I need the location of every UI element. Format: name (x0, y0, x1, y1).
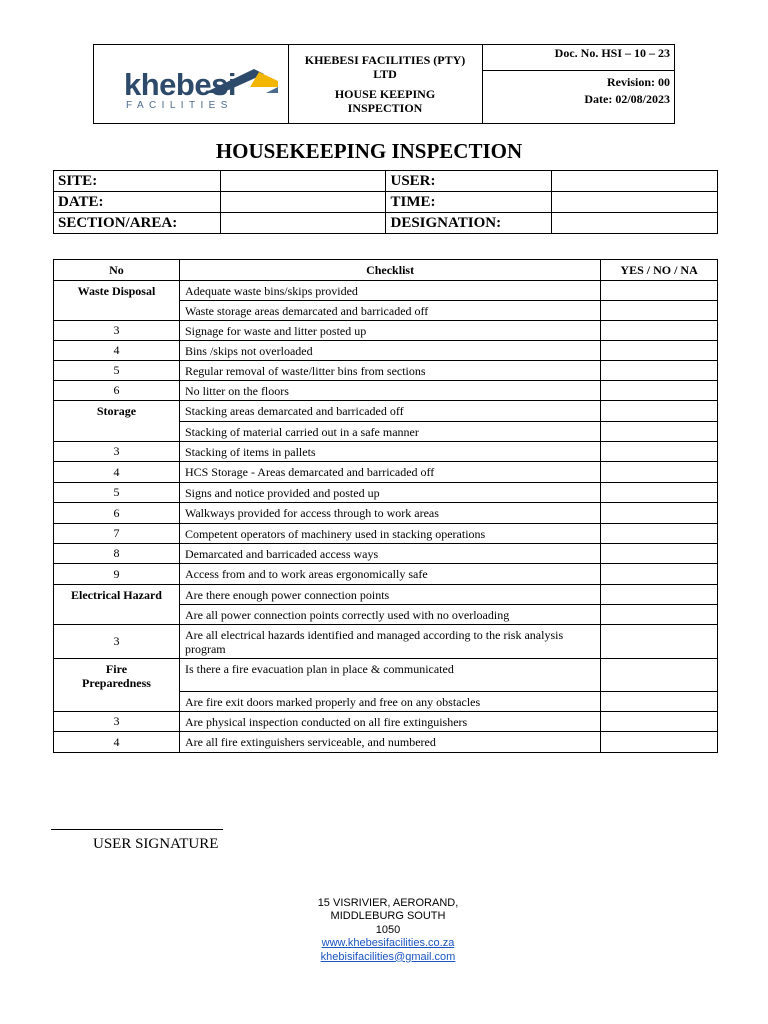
section-label: SECTION/AREA: (54, 213, 221, 234)
answer-cell[interactable] (601, 659, 718, 692)
answer-cell[interactable] (601, 605, 718, 625)
item-number: 4 (54, 732, 180, 753)
answer-cell[interactable] (601, 281, 718, 301)
company-name-line2: LTD (373, 67, 397, 81)
checklist-item: Are all electrical hazards identified and managed according to the risk analysis program (179, 625, 600, 659)
logo-cell (94, 45, 289, 123)
address-line2: MIDDLEBURG SOUTH (330, 910, 446, 923)
checklist-item: Signage for waste and litter posted up (179, 321, 600, 341)
page-title: HOUSEKEEPING INSPECTION (215, 139, 523, 163)
answer-cell[interactable] (601, 422, 718, 442)
email-link[interactable]: khebisifacilities@gmail.com (320, 950, 456, 963)
item-number: 6 (54, 503, 180, 524)
doc-title-line1: HOUSE KEEPING (334, 87, 436, 101)
section-fire-preparedness: Fire Preparedness (54, 659, 180, 712)
doc-number: Doc. No. HSI – 10 – 23 (554, 46, 670, 60)
item-number: 5 (54, 361, 180, 381)
checklist-table (53, 259, 718, 753)
checklist-item: Regular removal of waste/litter bins from sections (179, 361, 600, 381)
signature-line[interactable] (51, 829, 223, 830)
footer (0, 897, 768, 964)
item-number: 3 (54, 321, 180, 341)
checklist-item: HCS Storage - Areas demarcated and barricaded off (179, 462, 600, 483)
logo-wordmark: khebesi (124, 67, 236, 102)
website-link[interactable]: www.khebesifacilities.co.za (321, 937, 455, 950)
checklist-item: No litter on the floors (179, 381, 600, 401)
address-line1: 15 VISRIVIER, AERORAND, (317, 897, 459, 909)
document-header (93, 44, 675, 124)
col-header-no: No (54, 260, 180, 281)
answer-cell[interactable] (601, 401, 718, 422)
checklist-item: Waste storage areas demarcated and barricaded off (179, 301, 600, 321)
section-waste-disposal: Waste Disposal (54, 281, 180, 321)
item-number: 7 (54, 524, 180, 544)
company-name: KHEBESI FACILITIES (PTY) (304, 53, 466, 67)
logo-subtitle: FACILITIES (126, 100, 233, 111)
checklist-item: Are physical inspection conducted on all fire extinguishers (179, 712, 600, 732)
item-number: 4 (54, 462, 180, 483)
doc-title-line2: INSPECTION (347, 101, 423, 115)
time-label: TIME: (386, 192, 552, 213)
item-number: 5 (54, 483, 180, 503)
answer-cell[interactable] (601, 625, 718, 659)
user-label: USER: (386, 171, 552, 192)
checklist-item: Walkways provided for access through to work areas (179, 503, 600, 524)
designation-label: DESIGNATION: (386, 213, 552, 234)
company-cell (288, 45, 483, 123)
answer-cell[interactable] (601, 712, 718, 732)
answer-cell[interactable] (601, 321, 718, 341)
checklist-item: Access from and to work areas ergonomically safe (179, 564, 600, 585)
answer-cell[interactable] (601, 692, 718, 712)
checklist-item: Are there enough power connection points (179, 585, 600, 605)
item-number: 3 (54, 625, 180, 659)
section-storage: Storage (54, 401, 180, 442)
designation-field[interactable] (552, 213, 718, 234)
answer-cell[interactable] (601, 732, 718, 753)
answer-cell[interactable] (601, 462, 718, 483)
checklist-item: Are all fire extinguishers serviceable, and numbered (179, 732, 600, 753)
answer-cell[interactable] (601, 361, 718, 381)
item-number: 3 (54, 712, 180, 732)
item-number: 4 (54, 341, 180, 361)
doc-meta-cell (483, 45, 674, 123)
checklist-item: Bins /skips not overloaded (179, 341, 600, 361)
item-number: 3 (54, 442, 180, 462)
date-field[interactable] (220, 192, 386, 213)
checklist-item: Is there a fire evacuation plan in place & communicated (179, 659, 600, 692)
checklist-item: Are fire exit doors marked properly and free on any obstacles (179, 692, 600, 712)
answer-cell[interactable] (601, 503, 718, 524)
answer-cell[interactable] (601, 585, 718, 605)
revision: Revision: 00 (607, 75, 670, 89)
answer-cell[interactable] (601, 524, 718, 544)
checklist-item: Are all power connection points correctly used with no overloading (179, 605, 600, 625)
item-number: 6 (54, 381, 180, 401)
user-field[interactable] (552, 171, 718, 192)
checklist-item: Signs and notice provided and posted up (179, 483, 600, 503)
site-label: SITE: (54, 171, 221, 192)
section-field[interactable] (220, 213, 386, 234)
time-field[interactable] (552, 192, 718, 213)
doc-date: Date: 02/08/2023 (584, 92, 670, 106)
answer-cell[interactable] (601, 341, 718, 361)
date-label: DATE: (54, 192, 221, 213)
answer-cell[interactable] (601, 301, 718, 321)
item-number: 8 (54, 544, 180, 564)
item-number: 9 (54, 564, 180, 585)
col-header-answer: YES / NO / NA (601, 260, 718, 281)
checklist-item: Adequate waste bins/skips provided (179, 281, 600, 301)
col-header-checklist: Checklist (179, 260, 600, 281)
checklist-item: Competent operators of machinery used in stacking operations (179, 524, 600, 544)
answer-cell[interactable] (601, 381, 718, 401)
checklist-item: Demarcated and barricaded access ways (179, 544, 600, 564)
answer-cell[interactable] (601, 564, 718, 585)
site-field[interactable] (220, 171, 386, 192)
checklist-item: Stacking of items in pallets (179, 442, 600, 462)
section-electrical-hazard: Electrical Hazard (54, 585, 180, 625)
checklist-item: Stacking of material carried out in a safe manner (179, 422, 600, 442)
checklist-item: Stacking areas demarcated and barricaded off (179, 401, 600, 422)
answer-cell[interactable] (601, 483, 718, 503)
meta-divider (483, 70, 674, 71)
postcode: 1050 (375, 923, 401, 936)
inspection-info-table (53, 170, 718, 234)
signature-label: USER SIGNATURE (93, 836, 219, 852)
answer-cell[interactable] (601, 442, 718, 462)
answer-cell[interactable] (601, 544, 718, 564)
